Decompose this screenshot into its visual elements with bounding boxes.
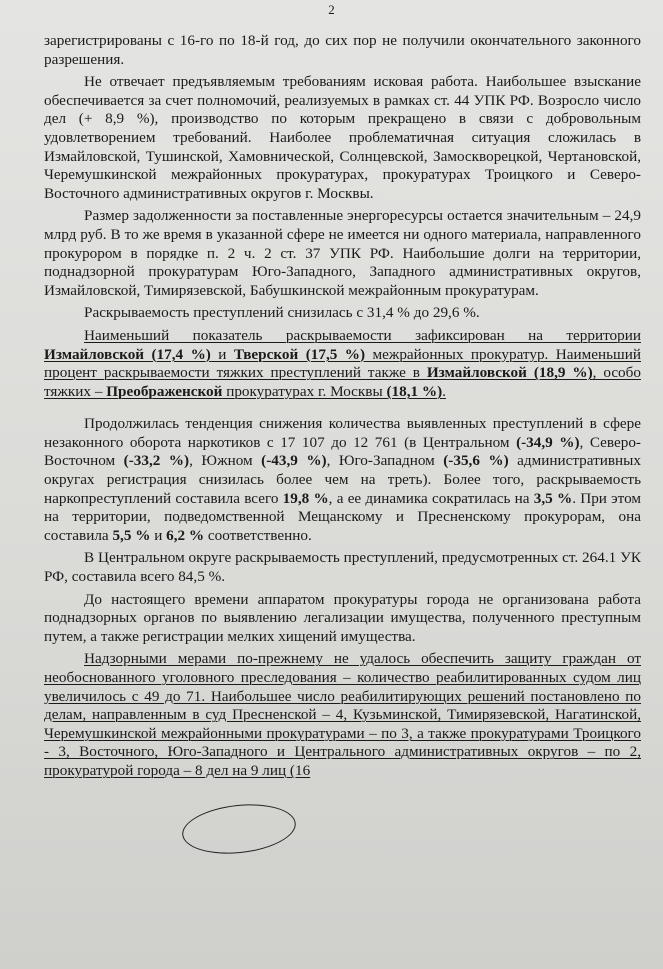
bold-span: 19,8 % [282,489,329,507]
paragraph-9: Надзорными мерами по-прежнему не удалось обеспечить защиту граждан от необоснованного уголовного преследования – количество реабилитированных судом лиц увеличилось с 49 до 71. Наибольшее число реабилитирующих решений постановлено по делам, направленным в суд Пресненской – 4, Кузьминской, Тимирязевской, Нагатинской, Черемушкинской межрайонными прокуратурами – по 3, а также прокуратурами Троицкого - 3, Восточного, Юго-Западного и Центрального административных округов – по 2, прокуратурой города – 8 дел на 9 лиц (16 [44,650,641,779]
bold-span: 6,2 % [166,526,205,544]
text-span: и [150,526,167,544]
bold-span: Измайловской (18,9 %) [426,364,593,382]
bold-span: 3,5 % [533,489,573,507]
text-span: , особо тяжких – [44,364,641,400]
bold-span: (-43,9 %) [261,452,327,470]
text-span: , Северо-Восточном [44,433,641,470]
text-span: прокуратурах г. Москвы [222,382,387,400]
bold-span: Преображенской [106,382,223,400]
text-span: Продолжилась тенденция снижения количества выявленных преступлений в сфере незаконного оборота наркотиков с 17 107 до 12 761 (в Центральном [44,415,641,451]
paragraph-3: Размер задолженности за поставленные энергоресурсы остается значительным – 24,9 млрд руб. В то же время в указанной сфере не имеется ни одного материала, направленного прокурором в порядке п. 2 ч. 2 ст. 37 УПК РФ. Наибольшие долги на территории, поднадзорной прокуратурам Юго-Западного, Западного административных округов, Измайловской, Тимирязевской, Бабушкинской межрайонным прокуратурам. [44,207,641,299]
text-span: , а ее динамика сократилась на [328,489,534,507]
page-number: 2 [328,2,335,17]
text-span: и [210,345,234,363]
bold-span: Тверской (17,5 %) [233,345,366,363]
paragraph-6 [44,415,641,545]
text-span: . [442,382,446,400]
bold-span: (18,1 %) [386,382,443,400]
text-span: . При этом на территории, подведомственной Мещанскому и Пресненскому прокурорам, она составила [44,489,642,544]
paragraph-7: В Центральном округе раскрываемость преступлений, предусмотренных ст. 264.1 УК РФ, составила всего 84,5 %. [44,549,641,586]
text-span: , Юго-Западном [326,452,444,470]
bold-span: 5,5 % [112,526,151,544]
paragraph-8: До настоящего времени аппаратом прокуратуры города не организована работа поднадзорных органов по выявлению легализации имущества, полученного преступным путем, а также регистрации мелких хищений имущества. [44,590,641,645]
text-span: , Южном [189,452,262,470]
paragraph-2: Не отвечает предъявляемым требованиям исковая работа. Наибольшее взыскание обеспечивается за счет полномочий, реализуемых в рамках ст. 44 УПК РФ. Возросло число дел (+ 8,9 %), производство по которым прекращено в связи с добровольным удовлетворением требований. Наиболее проблематичная ситуация сложилась в Измайловской, Тушинской, Хамовнической, Солнцевской, Замоскворецкой, Чертановской, Черемушкинской межрайонных прокуратурах, прокуратурах Троицкого и Северо-Восточного административных округов г. Москвы. [44,73,641,202]
bold-span: (-35,6 %) [443,452,509,470]
text-span: административных округах регистрация снизилась более чем на треть). Более того, раскрываемость наркопреступлений составила всего [44,452,641,507]
paragraph-1: зарегистрированы с 16-го по 18-й год, до сих пор не получили окончательного законного разрешения. [44,32,641,68]
paragraph-4: Раскрываемость преступлений снизилась с 31,4 % до 29,6 %. [84,304,480,322]
paragraph-5 [44,327,641,401]
text-span: соответственно. [204,526,312,544]
text-span: Наименьший показатель раскрываемости зафиксирован на территории [84,326,641,344]
text-span: межрайонных прокуратур. Наименьший процент раскрываемости тяжких преступлений также в [44,345,641,382]
bold-span: (-33,2 %) [123,452,190,470]
bold-span: (-34,9 %) [516,433,580,451]
hand-drawn-circle [180,799,298,859]
bold-span: Измайловской (17,4 %) [44,345,211,363]
